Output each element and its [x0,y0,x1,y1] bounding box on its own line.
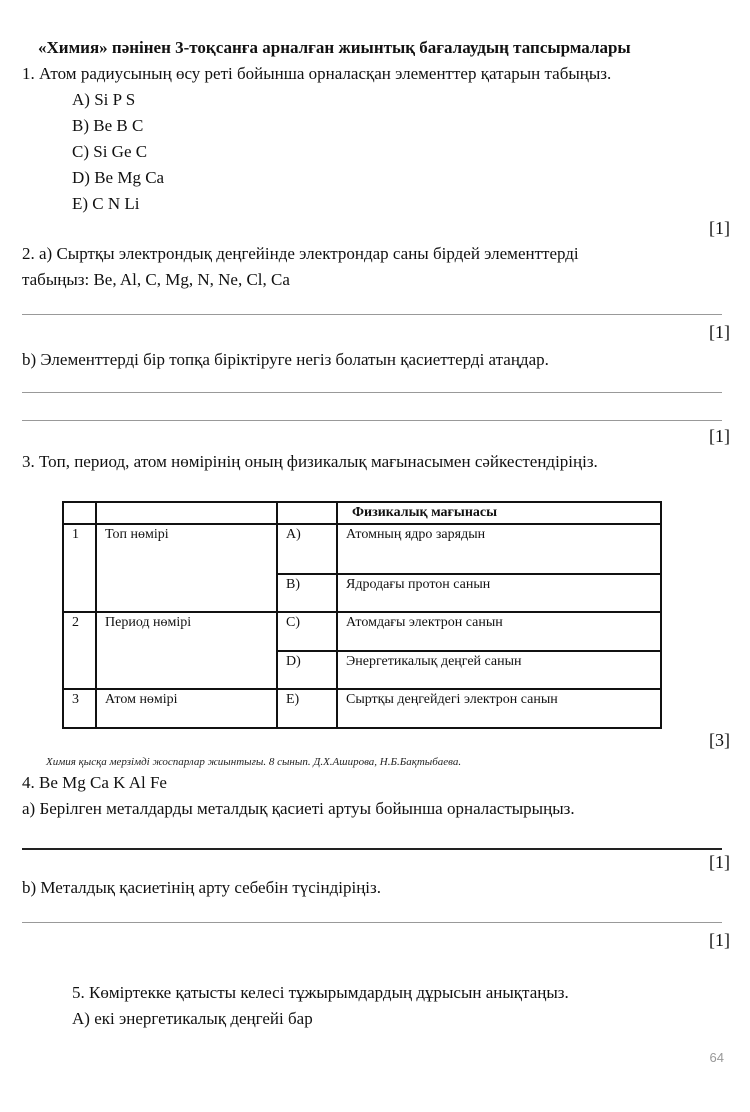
table-header: Физикалық мағынасы [337,502,661,524]
question-4a: а) Берілген металдарды металдық қасиеті артуы бойынша орналастырыңыз. [22,799,575,818]
page-title: «Химия» пәнінен 3-тоқсанға арналған жиынтық бағалаудың тапсырмалары [38,38,631,57]
q5-option-a: A) екі энергетикалық деңгейі бар [72,1009,313,1028]
q3-mark: [3] [709,730,730,750]
question-2a: 2. а) Сыртқы электрондық деңгейінде электрондар саны бірдей элементтерді [22,244,579,263]
question-1: 1. Атом радиусының өсу реті бойынша орналасқан элементтер қатарын табыңыз. [22,64,612,83]
q2a-mark: [1] [709,322,730,342]
q1-mark: [1] [709,218,730,238]
answer-line [22,922,722,923]
matching-table [62,501,662,729]
question-5: 5. Көміртекке қатысты келесі тұжырымдардың дұрысын анықтаңыз. [72,983,569,1002]
row-number: 2 [63,612,96,689]
question-2a-elements: табыңыз: Be, Al, C, Mg, N, Ne, Cl, Ca [22,270,290,289]
meaning-letter: C) [277,612,337,651]
meaning-letter: D) [277,651,337,689]
answer-line [22,392,722,393]
question-4: 4. Be Mg Ca K Al Fe [22,773,167,792]
row-term: Период нөмірі [96,612,277,689]
meaning-text: Сыртқы деңгейдегі электрон санын [337,689,661,728]
q1-option-b: B) Be B C [72,116,144,135]
question-3: 3. Топ, период, атом нөмірінің оның физикалық мағынасымен сәйкестендіріңіз. [22,452,598,471]
page-number: 64 [709,1050,724,1065]
row-term: Атом нөмірі [96,689,277,728]
q1-option-c: C) Si Ge C [72,142,148,161]
meaning-letter: B) [277,574,337,612]
row-number: 1 [63,524,96,612]
meaning-text: Атомдағы электрон санын [337,612,661,651]
q1-option-d: D) Be Mg Ca [72,168,165,187]
row-number: 3 [63,689,96,728]
q4a-mark: [1] [709,852,730,872]
meaning-letter: A) [277,524,337,574]
q2b-mark: [1] [709,426,730,446]
q1-option-a: A) Si P S [72,90,136,109]
answer-line [22,848,722,850]
footnote: Химия қысқа мерзімді жоспарлар жиынтығы. 8 сынып. Д.Х.Аширова, Н.Б.Бақтыбаева. [46,756,462,768]
meaning-text: Энергетикалық деңгей санын [337,651,661,689]
answer-line [22,314,722,315]
question-4b: b) Металдық қасиетінің арту себебін түсіндіріңіз. [22,878,382,897]
row-term: Топ нөмірі [96,524,277,612]
q1-option-e: E) C N Li [72,194,140,213]
q4b-mark: [1] [709,930,730,950]
question-2b: b) Элементтерді бір топқа біріктіруге негіз болатын қасиеттерді атаңдар. [22,350,549,369]
meaning-text: Атомның ядро зарядын [337,524,661,574]
meaning-letter: E) [277,689,337,728]
meaning-text: Ядродағы протон санын [337,574,661,612]
answer-line [22,420,722,421]
